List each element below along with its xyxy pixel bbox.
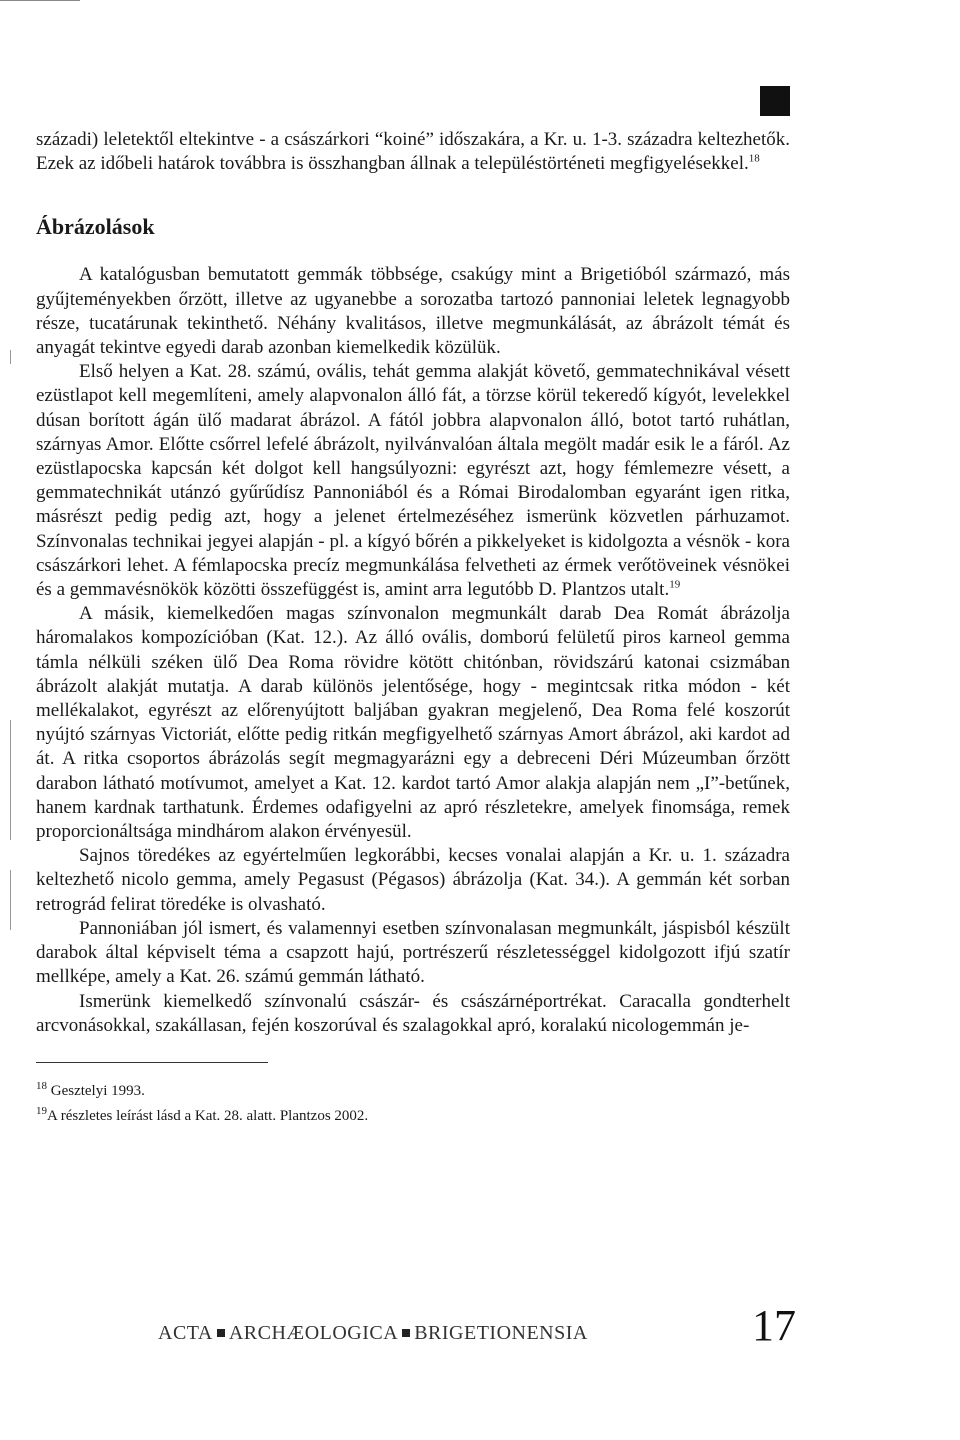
footnote-item: [36, 1079, 790, 1104]
bullet-separator: [217, 1329, 225, 1337]
footnote-item: [36, 1104, 790, 1129]
running-footer: [158, 1322, 588, 1345]
bullet-separator: [402, 1329, 410, 1337]
paragraph-text: Első helyen a Kat. 28. számú, ovális, tehát gemma alakját követő, gemmatechnikával vésett ezüstlapot kell megemlíteni, amely alapvonalon álló fát, a törzse körül tekeredő kígyót, levelekkel dúsan borított ágán ülő madarat ábrázol. A fától jobbra alapvonalon álló, botot tartó ruhátlan, szárnyas Amor. Előtte csőrrel lefelé ábrázolt, nyilvánvalóan általa megölt madár esik le a fáról. Az ezüstlapocska kapcsán két dolgot kell hangsúlyozni: egyrészt azt, hogy fémlemezre vésett, a gemmatechnikát utánzó gyűrűdísz Pannoniából és a Római Birodalomban egyaránt igen ritka, másrészt pedig pedig azt, hogy a jelenet értelmezéséhez ismerünk közvetlen párhuzamot. Színvonalas technikai jegyei alapján - pl. a kígyó bőrén a pikkelyeket is kidolgozta a vésnök - kora császárkori lehet. A fémlapocska precíz megmunkálása felvetheti az érmek verőtöveinek vésnökei és a gemmavésnökök közötti összefüggést is, amint arra legutóbb D. Plantzos utalt.: [36, 361, 790, 601]
page-number: 17: [752, 1301, 796, 1350]
opening-text: századi) leletektől eltekintve - a császárkori “koiné” időszakára, a Kr. u. 1-3. századra keltezhetők. Ezek az időbeli határok továbbra is összhangban állnak a településtörténeti megfigyelésekkel.: [36, 129, 790, 175]
opening-paragraph: [36, 128, 790, 176]
footnote-number: 19: [36, 1104, 47, 1117]
footnotes: [36, 1079, 790, 1129]
page-corner-marker: [760, 86, 790, 116]
scan-margin-mark: [10, 870, 11, 930]
body-paragraph: A másik, kiemelkedően magas színvonalon megmunkált darab Dea Romát ábrázolja háromalakos kompozícióban (Kat. 12.). Az álló ovális, domború felületű piros karneol gemma támla nélküli széken ülő Dea Roma rövidre kötött chitónban, rövidszárú katonai csizmában ábrázolt alakját mutatja. A darab különös jelentősége, hogy - megintcsak ritka módon - két mellékalakot, egyrészt az előrenyújtott baljában gyakran megjelenő, Dea Roma felé koszorút nyújtó szárnyas Victoriát, előtte pedig ritkán megfigyelhető szárnyas Amort ábrázol, aki kardot ad át. A ritka csoportos ábrázolás segít megmagyarázni egy a debreceni Déri Múzeumban őrzött darabon látható motívumot, amelyet a Kat. 12. kardot tartó Amor alakja alapján nem „I”-betűnek, hanem kardnak tarthatunk. Érdemes odafigyelni az apró részletekre, amelyek finomsága, remek proporcionáltsága mindhárom alakon érvényesül.: [36, 603, 790, 843]
footnote-separator: [36, 1062, 268, 1063]
body-paragraph: Pannoniában jól ismert, és valamennyi esetben színvonalasan megmunkált, jáspisból készült darabok által képviselt téma a csapzott hajú, portrészerű részletességgel kidolgozott ifjú szatír mellképe, amely a Kat. 26. számú gemmán látható.: [36, 917, 790, 988]
footnote-ref: 19: [669, 578, 681, 591]
footnote-number: 18: [36, 1079, 47, 1092]
body-paragraph: Ismerünk kiemelkedő színvonalú császár- és császárnéportrékat. Caracalla gondterhelt arcvonásokkal, szakállasan, fején koszorúval és szalagokkal apró, koralakú nicologemmán je-: [36, 990, 790, 1036]
footnote-text: Gesztelyi 1993.: [50, 1082, 145, 1099]
footnote-text: A részletes leírást lásd a Kat. 28. alatt. Plantzos 2002.: [47, 1107, 369, 1124]
section-heading: Ábrázolások: [36, 214, 155, 240]
footnote-ref: 18: [748, 152, 760, 165]
page-body: [36, 128, 790, 1129]
body-paragraph: [36, 360, 790, 602]
journal-title-part: BRIGETIONENSIA: [414, 1322, 588, 1344]
top-edge-rule: [0, 0, 80, 1]
scan-margin-mark: [10, 720, 11, 840]
journal-title-part: ARCHÆOLOGICA: [228, 1322, 399, 1344]
body-paragraph: A katalógusban bemutatott gemmák többsége, csakúgy mint a Brigetióból származó, más gyűjteményekben őrzött, illetve az ugyanebbe a sorozatba tartozó pannoniai leletek legnagyobb része, tucatárunak tekinthető. Néhány kvalitásos, illetve megmunkálását, az ábrázolt témát és anyagát tekintve egyedi darab azonban kiemelkedik közülük.: [36, 264, 790, 359]
body-paragraph: Sajnos töredékes az egyértelműen legkorábbi, kecses vonalai alapján a Kr. u. 1. századra keltezhető nicolo gemma, amely Pegasust (Pégasos) ábrázolja (Kat. 34.). A gemmán két sorban retrográd felirat töredéke is olvasható.: [36, 845, 790, 915]
journal-title-part: ACTA: [158, 1322, 213, 1344]
scan-margin-mark: [10, 350, 11, 364]
